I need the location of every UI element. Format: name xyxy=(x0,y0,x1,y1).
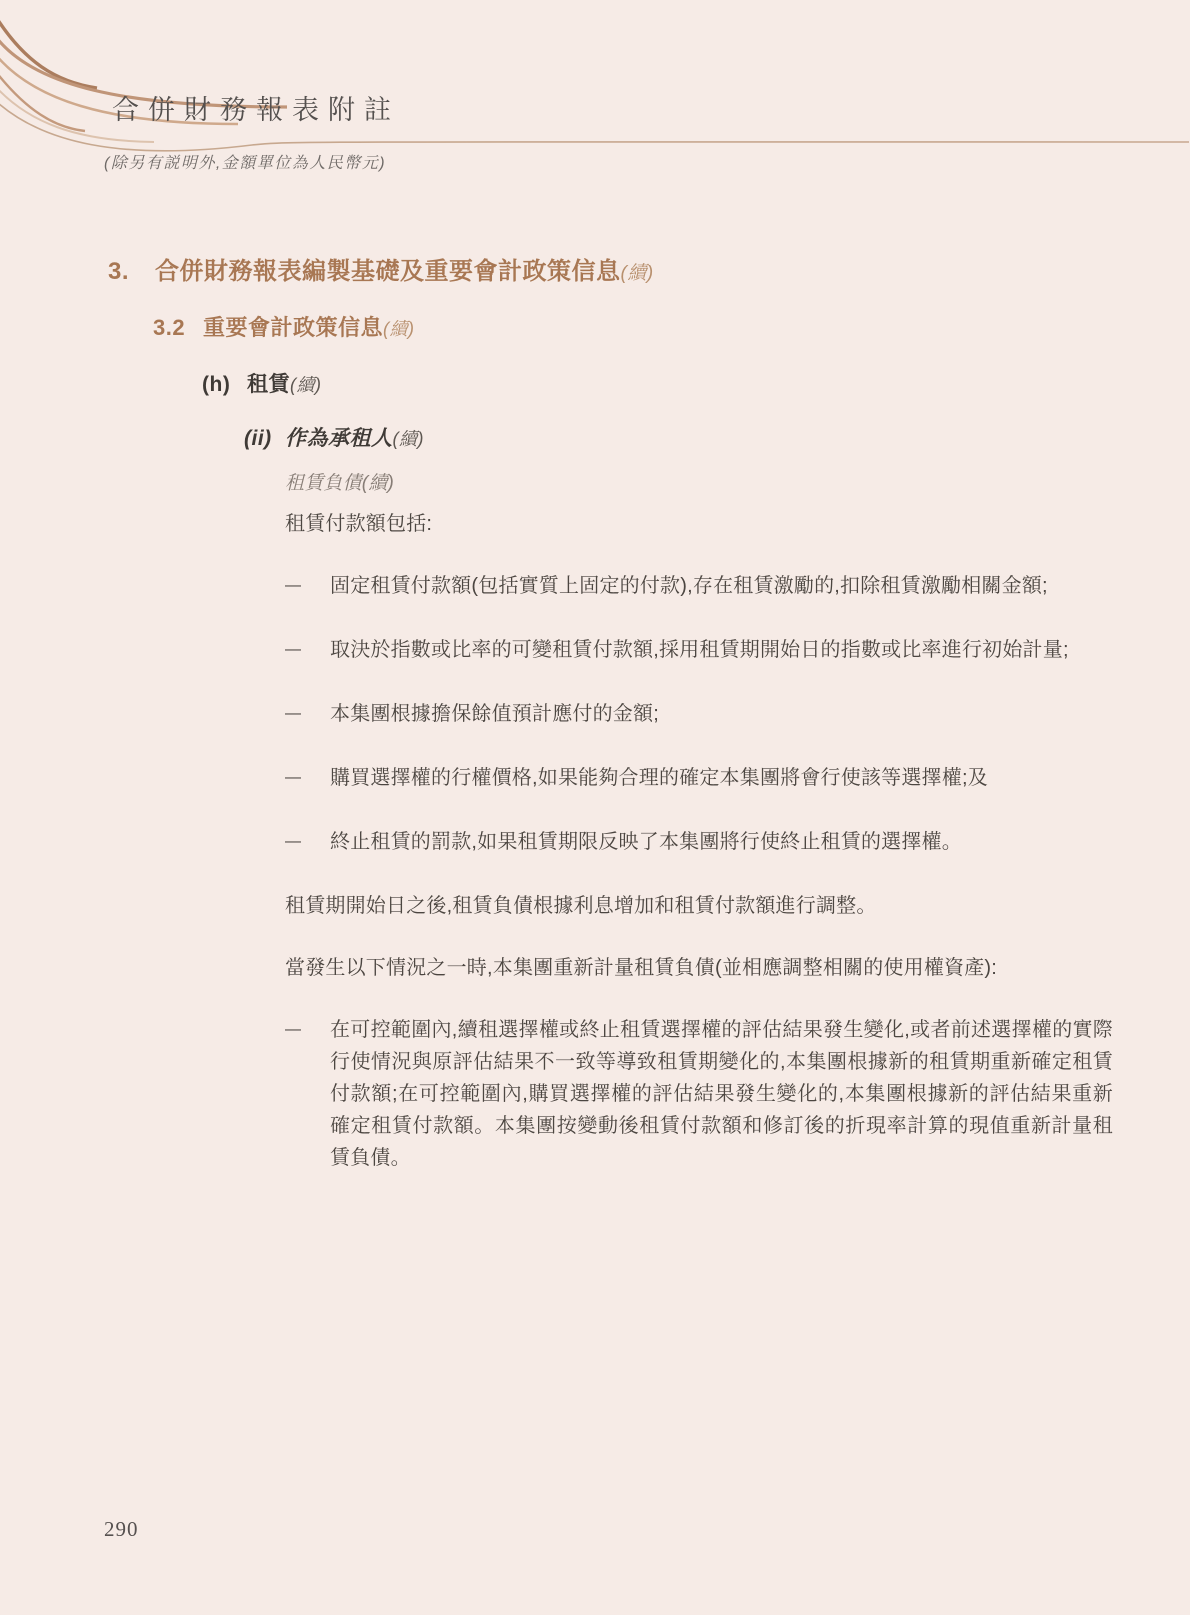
list-item-text: 終止租賃的罰款,如果租賃期限反映了本集團將行使終止租賃的選擇權。 xyxy=(330,831,962,853)
page-number: 290 xyxy=(104,1517,139,1541)
item-ii-number: (ii) xyxy=(244,427,272,450)
list-item-text: 固定租賃付款額(包括實質上固定的付款),存在租賃激勵的,扣除租賃激勵相關金額; xyxy=(330,575,1048,597)
page-subtitle: (除另有説明外,金額單位為人民幣元) xyxy=(104,155,387,172)
bullet-marker: — xyxy=(285,577,302,594)
lease-payment-bullet-list xyxy=(285,570,1113,858)
bullet-marker: — xyxy=(285,705,302,722)
list-item xyxy=(285,570,1113,602)
bullet-marker: — xyxy=(285,833,302,850)
bullet-marker: — xyxy=(285,1021,302,1038)
section-number: 3. xyxy=(108,258,130,285)
bullet-marker: — xyxy=(285,641,302,658)
item-ii-heading xyxy=(244,424,1113,454)
item-ii-continued-label: (續) xyxy=(392,429,424,449)
item-h-title xyxy=(247,370,322,400)
lease-payments-intro: 租賃付款額包括: xyxy=(285,513,433,535)
paragraph: 當發生以下情況之一時,本集團重新計量租賃負債(並相應調整相關的使用權資產): xyxy=(285,957,998,979)
subsection-number: 3.2 xyxy=(153,315,186,340)
lease-liability-section xyxy=(285,468,1113,1174)
subsection-title xyxy=(203,313,415,344)
list-item xyxy=(285,762,1113,794)
paragraph: 租賃期開始日之後,租賃負債根據利息增加和租賃付款額進行調整。 xyxy=(285,895,877,917)
page-title: 合併財務報表附註 xyxy=(112,95,400,125)
section-heading xyxy=(108,255,1113,291)
list-item xyxy=(285,634,1113,666)
list-item xyxy=(285,698,1113,730)
remeasurement-bullet-list xyxy=(285,1014,1113,1174)
document-body xyxy=(108,255,1113,1174)
subsection-heading xyxy=(153,313,1113,344)
list-item xyxy=(285,826,1113,858)
list-item-text: 在可控範圍內,續租選擇權或終止租賃選擇權的評估結果發生變化,或者前述選擇權的實際行使情況與原評估結果不一致等導致租賃期變化的,本集團根據新的租賃期重新確定租賃付款額;在可控範圍內,購買選擇權的評估結果發生變化的,本集團根據新的評估結果重新確定租賃付款額。本集團按變動後租賃付款額和修訂後的折現率計算的現值重新計量租賃負債。 xyxy=(330,1019,1113,1169)
item-h-title-text: 租賃 xyxy=(247,373,290,396)
section-title xyxy=(155,255,654,291)
list-item xyxy=(285,1014,1113,1174)
list-item-text: 本集團根據擔保餘值預計應付的金額; xyxy=(330,703,659,725)
subsection-title-text: 重要會計政策信息 xyxy=(203,315,384,340)
list-item-text: 取決於指數或比率的可變租賃付款額,採用租賃期開始日的指數或比率進行初始計量; xyxy=(330,639,1069,661)
section-title-text: 合併財務報表編製基礎及重要會計政策信息 xyxy=(155,258,621,285)
item-h-number: (h) xyxy=(202,373,231,396)
lease-liability-subheading: 租賃負債(續) xyxy=(285,473,395,494)
item-ii-title xyxy=(285,424,424,454)
item-ii-title-text: 作為承租人 xyxy=(285,427,393,450)
section-continued-label: (續) xyxy=(620,263,654,284)
item-h-heading xyxy=(202,370,1113,400)
bullet-marker: — xyxy=(285,769,302,786)
list-item-text: 購買選擇權的行權價格,如果能夠合理的確定本集團將會行使該等選擇權;及 xyxy=(330,767,988,789)
item-h-continued-label: (續) xyxy=(290,375,322,395)
subsection-continued-label: (續) xyxy=(383,319,415,339)
